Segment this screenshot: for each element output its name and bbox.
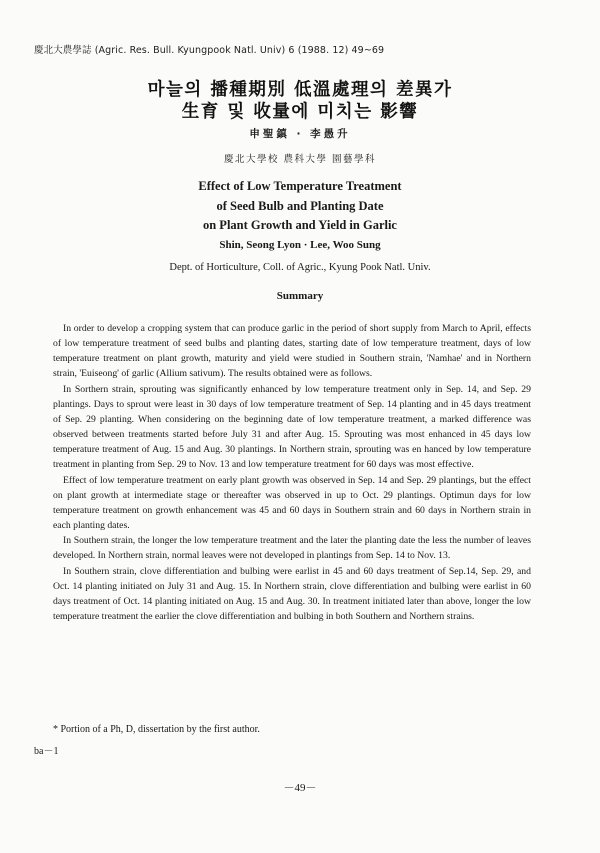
english-title-line2: of Seed Bulb and Planting Date	[216, 199, 384, 213]
paragraph: In Southern strain, the longer the low temperature treatment and the later the planting date the less the number of leaves developed. In Northern strain, normal leaves were not developed in plantings from Sep. 14 to Nov. 13.	[53, 535, 531, 562]
footnote-label: ba－1	[34, 746, 59, 757]
english-affiliation: Dept. of Horticulture, Coll. of Agric., Kyung Pook Natl. Univ.	[169, 262, 431, 273]
footnote: * Portion of a Ph, D, dissertation by the first author.	[53, 724, 260, 735]
english-title-line1: Effect of Low Temperature Treatment	[198, 179, 402, 193]
korean-title-line2: 生育 및 收量에 미치는 影響	[181, 102, 419, 122]
english-authors: Shin, Seong Lyon · Lee, Woo Sung	[219, 239, 381, 251]
english-title-line3: on Plant Growth and Yield in Garlic	[202, 218, 397, 232]
paragraph: In order to develop a cropping system that can produce garlic in the period of short supply from March to April, effects of low temperature treatment of seed bulbs and planting dates, starting date of low temperature treatment, days of low temperature treatment on plant growth, maturity and yield were studied in Southern strain, 'Namhae' and in Northern strain, 'Euiseong' of garlic (Allium sativum). The results obtained were as follows.	[53, 323, 531, 380]
paragraph: Effect of low temperature treatment on early plant growth was observed in Sep. 14 and Sep. 29 plantings, but the effect on plant growth at intermediate stage or thereafter was observed in up to Oct. 29 plantings. Optimun days for low temperature treatment on growth enhancement was 45 and 60 days in Southern strain and 60 days in Northern strain in each planting dates.	[53, 474, 531, 532]
paragraph: In Sorthern strain, sprouting was significantly enhanced by low temperature treatment only in Sep. 14, and Sep. 29 plantings. Days to sprout were least in 30 days of low temperature treatment of Sep. 14 planting and in 45 days treatment of Sep. 29 planting. When considering on the beginning date of low temperature treatment, a marked difference was observed between treatments started before July 31 and after Aug. 15. Sprouting was most enhanced in 45 days low temperature treatment of Aug. 15 and Aug. 30 plantings. In Northern strain, sprouting was en hanced by low temperature treatment in planting from Sep. 29 to Nov. 13 and low temperature treatment for 60 days was most effective.	[53, 383, 531, 471]
page-number: －49－	[283, 782, 317, 794]
summary-body	[53, 321, 531, 624]
korean-title-line1: 마늘의 播種期別 低溫處理의 差異가	[147, 80, 453, 100]
korean-authors: 申聖鎮 · 李愚升	[249, 128, 351, 140]
korean-affiliation: 慶北大學校 農科大學 園藝學科	[223, 154, 377, 165]
paragraph: In Southern strain, clove differentiation and bulbing were earlist in 45 and 60 days treatment of Sep.14, Sep. 29, and Oct. 14 planting initiated on July 31 and Aug. 15. In Northern strain, clove differentiation and bulbing were earlist in 60 days treatment of Oct. 14 planting initiated on Aug. 15 and Aug. 30. In treatment initiated later than above, longer the low temperature treatment the earlier the clove differentiation and bulbing in both Southern and Northern strains.	[53, 565, 531, 622]
journal-header: 慶北大農學誌 (Agric. Res. Bull. Kyungpook Natl. Univ) 6 (1988. 12) 49~69	[34, 45, 385, 56]
summary-heading: Summary	[276, 290, 324, 302]
